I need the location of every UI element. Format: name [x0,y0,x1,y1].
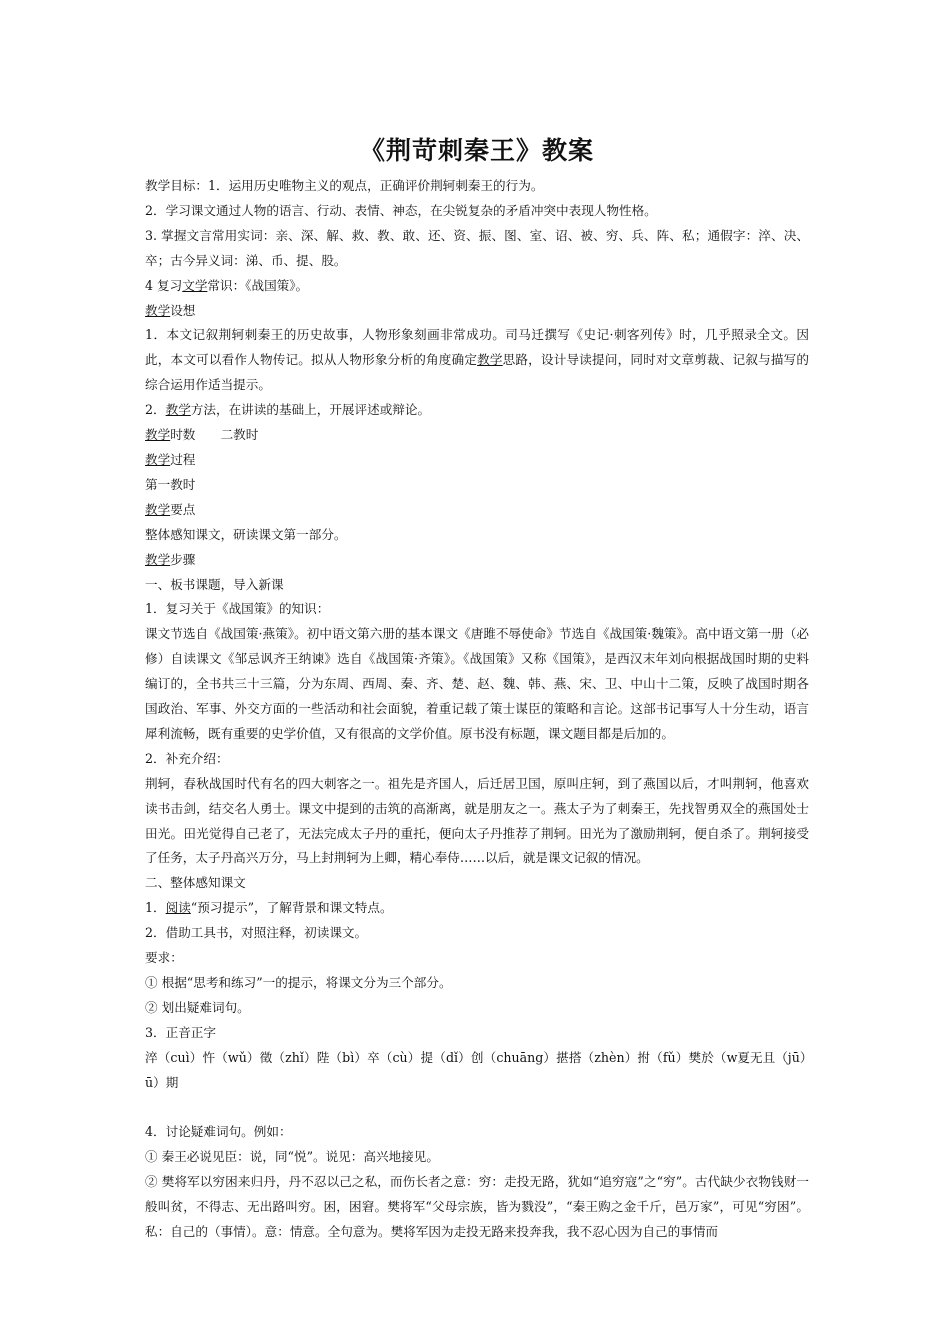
steps-rest: 步骤 [170,551,196,567]
example-2: ② 樊将军以穷困来归丹，丹不忍以己之私，而伤长者之意：穷：走投无路，犹如“追穷寇”之“穷”。古代缺少衣物钱财一般叫贫，不得志、无出路叫穷。困，困窘。樊将军“父母宗族，皆为戮没”，“秦王购之金千斤，邑万家”，可见“穷困”。私：自己的（事情）。意：情意。全句意为。樊将军因为走投无路来投奔我，我不忍心因为自己的事情而 [145,1174,809,1240]
underlined-term: 教学 [477,352,503,368]
process-rest: 过程 [170,451,196,467]
design-item-2-post: 方法，在讲读的基础上，开展评述或辩论。 [190,402,431,418]
goals-line-4-suffix: 常识：《战国策》。 [207,277,309,293]
goals-line-4-prefix: 4 复习 [145,277,183,293]
design-heading-rest: 设想 [170,302,196,318]
section-2-item-1-post: “预习提示”，了解背景和课文特点。 [190,900,393,916]
underlined-term: 教学 [165,402,191,418]
hours-rest: 时数 二教时 [170,427,259,443]
design-item-1 [145,323,809,398]
key-points-content: 整体感知课文，研读课文第一部分。 [145,526,347,542]
design-item-2 [145,398,809,423]
requirement-1: ① 根据“思考和练习”一的提示，将课文分为三个部分。 [145,975,452,990]
pinyin-right: 夏无且（jū） [737,1049,813,1065]
page-title: 《荆苛刺秦王》教案 [359,136,594,165]
underlined-term: 教学 [145,501,171,517]
underlined-term: 文学 [182,277,208,293]
section-2-item-3: 3．正音正字 [145,1024,216,1040]
design-heading [145,299,809,324]
process-heading [145,448,809,473]
underlined-term: 教学 [145,427,171,443]
underlined-term: 教学 [145,451,171,467]
key-points-rest: 要点 [170,501,196,517]
section-1-item-1: 1．复习关于《战国策》的知识： [145,601,330,617]
section-2-item-4: 4．讨论疑难词句。例如： [145,1124,292,1140]
section-1-heading: 一、板书课题，导入新课 [145,576,284,592]
section-1-item-1-body: 课文节选自《战国策·燕策》。初中语文第六册的基本课文《唐雎不辱使命》节选自《战国策·魏策》。高中语文第一册（必修）自读课文《邹忌讽齐王纳谏》选自《战国策·齐策》。《战国策》又称《国策》，是西汉末年刘向根据战国时期的史料编订的，全书共三十三篇，分为东周、西周、秦、齐、楚、赵、魏、韩、燕、宋、卫、中山十二策，反映了战国时期各国政治、军事、外交方面的一些活动和社会面貌，着重记载了策士谋臣的策略和言论。这部书记事写人十分生动，语言犀利流畅，既有重要的史学价值，又有很高的文学价值。原书没有标题，课文题目都是后加的。 [145,626,809,741]
underlined-term: 教学 [145,302,171,318]
section-2-item-1 [145,896,809,921]
goals-line-3: 3. 掌握文言常用实词：亲、深、解、救、教、敢、还、资、振、图、室、诏、被、穷、兵、阵、私；通假字：淬、决、卒；古今异义词：涕、币、提、股。 [145,227,809,268]
key-points-heading [145,498,809,523]
section-1-item-2-body: 荆轲，春秋战国时代有名的四大刺客之一。祖先是齐国人，后迁居卫国，原叫庄轲，到了燕国以后，才叫荆轲，他喜欢读书击剑，结交名人勇士。课文中提到的击筑的高渐离，就是朋友之一。燕太子为了刺秦王，先找智勇双全的燕国处士田光。田光觉得自己老了，无法完成太子丹的重托，便向太子丹推荐了荆轲。田光为了激励荆轲，便自杀了。荆轲接受了任务，太子丹高兴万分，马上封荆轲为上卿，精心奉侍……以后，就是课文记叙的情况。 [145,775,809,866]
design-item-2-pre: 2． [145,402,166,418]
design-item-1-post: 思路，设计导读提问，同时对文章剪裁、记叙与描写的综合运用作适当提示。 [145,352,810,393]
hours-line [145,423,809,448]
goals-line-2: 2．学习课文通过人物的语言、行动、表情、神态，在尖锐复杂的矛盾冲突中表现人物性格。 [145,202,657,218]
blank-line [145,1096,809,1121]
section-1-item-2: 2．补充介绍： [145,750,229,766]
underlined-term: 教学 [145,551,171,567]
goals-line-1: 教学目标：1．运用历史唯物主义的观点，正确评价荆轲刺秦王的行为。 [145,178,544,193]
design-item-1-pre: 1．本文记叙荆轲刺秦王的历史故事，人物形象刻画非常成功。司马迁撰写《史记·刺客列传》时，几乎照录全文。因此，本文可以看作人物传记。拟从人物形象分析的角度确定 [145,327,809,368]
example-1: ① 秦王必说见臣：说，同“悦”。说见：高兴地接见。 [145,1149,439,1165]
requirement-2: ② 划出疑难词句。 [145,999,250,1015]
first-hour: 第一教时 [145,476,196,492]
requirements-label: 要求： [145,950,183,966]
document-page [145,128,813,1245]
section-2-item-2: 2．借助工具书，对照注释，初读课文。 [145,925,368,941]
pinyin-left: 淬（cuì）忤（wǔ）徵（zhǐ）陛（bì）卒（cù）提（dǐ）创（chuāng）揕搭（zhèn）拊（fǔ）樊於（wū）期 [145,1049,738,1090]
goals-line-4 [145,274,809,299]
steps-heading [145,548,809,573]
section-2-item-1-pre: 1． [145,900,166,916]
section-2-heading: 二、整体感知课文 [145,875,246,891]
underlined-term: 阅读 [165,900,191,916]
pinyin-row [145,1046,813,1096]
